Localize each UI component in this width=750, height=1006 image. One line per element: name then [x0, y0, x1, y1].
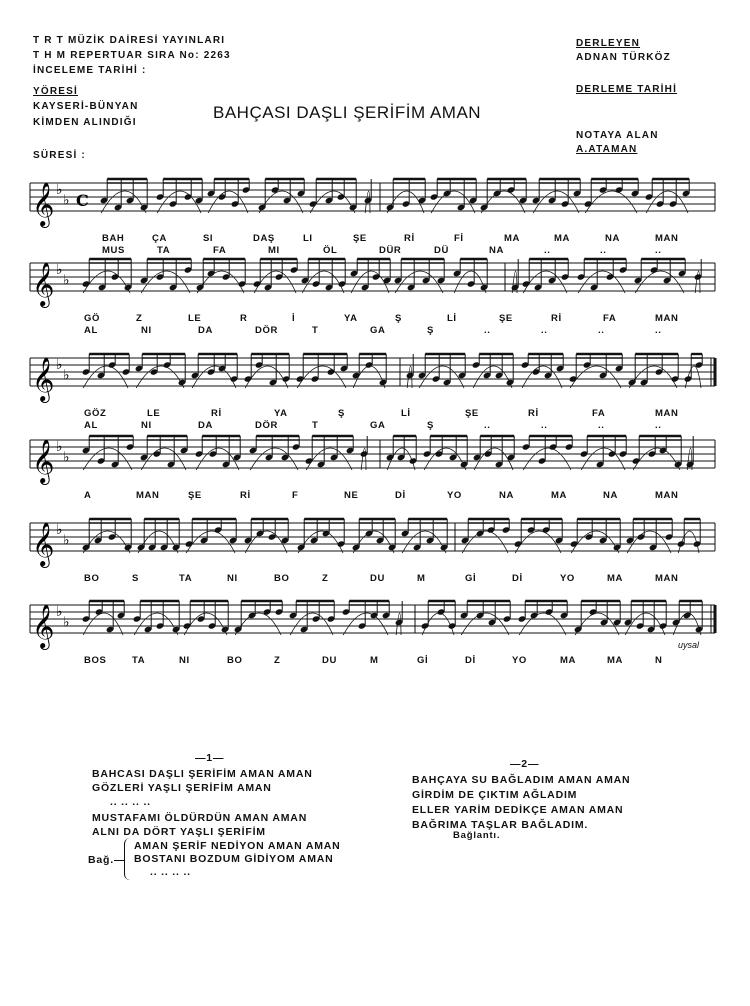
slur [419, 366, 464, 388]
flat-icon: ♭ [63, 272, 70, 289]
region-label: YÖRESİ [33, 86, 78, 97]
staff-system [0, 585, 750, 655]
lyric-syllable: Dİ [395, 490, 406, 501]
flat-icon: ♭ [63, 192, 70, 209]
slur [259, 191, 303, 213]
lyric-syllable: TA [157, 245, 171, 256]
treble-clef-icon: 𝄞 [32, 439, 55, 483]
refrain-line: AMAN ŞERİF NEDİYON AMAN AMAN [134, 840, 341, 852]
lyric-syllable: MAN [136, 490, 160, 501]
slur [298, 531, 343, 553]
slur [519, 613, 566, 635]
slur [461, 613, 509, 635]
lyric-syllable: FA [213, 245, 227, 256]
lyric-syllable: MA [554, 233, 570, 244]
lyric-syllable: LE [147, 408, 161, 419]
lyric-syllable: DÖR [255, 325, 278, 336]
verse-1-number: —1— [195, 752, 225, 764]
flat-icon: ♭ [56, 182, 63, 198]
refrain-line: BOSTANI BOZDUM GİDİYOM AMAN [134, 853, 334, 865]
lyric-syllable: F [292, 490, 299, 501]
lyric-syllable: NI [227, 573, 238, 584]
treble-clef-icon: 𝄞 [32, 522, 55, 566]
flat-icon: ♭ [63, 367, 70, 384]
treble-clef-icon: 𝄞 [32, 604, 55, 648]
lyric-syllable: NA [603, 490, 618, 501]
flat-icon: ♭ [56, 357, 63, 373]
lyric-syllable: Ş [395, 313, 402, 324]
slur [186, 531, 235, 553]
flat-icon: ♭ [56, 604, 63, 620]
lyric-syllable: .. [598, 420, 605, 431]
lyric-syllable: MAN [655, 573, 679, 584]
slur [462, 531, 508, 553]
lyric-syllable: Rİ [404, 233, 415, 244]
slur [523, 271, 567, 293]
source-label: KİMDEN ALINDIĞI [33, 117, 137, 128]
verse-2-line: GİRDİM DE ÇIKTIM AĞLADIM [412, 789, 578, 801]
lyric-syllable: BO [274, 573, 290, 584]
lyric-syllable: NI [179, 655, 190, 666]
lyric-syllable: SI [203, 233, 214, 244]
slur [481, 191, 525, 213]
lyric-syllable: BOS [84, 655, 107, 666]
flat-icon: ♭ [56, 439, 63, 455]
slur [515, 531, 561, 553]
lyric-syllable: ŞE [499, 313, 513, 324]
verse-2-number: —2— [510, 758, 540, 770]
lyric-syllable: ŞE [353, 233, 367, 244]
lyric-syllable: NA [499, 490, 514, 501]
lyric-syllable: AL [84, 325, 98, 336]
lyric-syllable: ÖL [323, 245, 338, 256]
lyric-syllable: YO [512, 655, 527, 666]
slur [353, 366, 385, 388]
lyric-syllable: FA [603, 313, 617, 324]
lyric-syllable: ŞE [188, 490, 202, 501]
lyric-syllable: .. [600, 245, 607, 256]
lyric-syllable: S [132, 573, 139, 584]
lyric-syllable: GÖZ [84, 408, 107, 419]
lyric-syllable: .. [655, 325, 662, 336]
lyric-syllable: T [312, 420, 319, 431]
lyric-syllable: NA [605, 233, 620, 244]
treble-clef-icon: 𝄞 [32, 182, 55, 226]
lyric-syllable: .. [541, 325, 548, 336]
slur [633, 448, 680, 470]
collection-date-label: DERLEME TARİHİ [576, 84, 678, 95]
lyric-syllable: BO [227, 655, 243, 666]
lyric-syllable: LI [303, 233, 313, 244]
slur [141, 448, 186, 470]
lyric-syllable: BAH [102, 233, 125, 244]
common-time-icon: C [76, 191, 89, 210]
lyric-syllable: NE [344, 490, 359, 501]
slur [395, 271, 443, 293]
lyric-syllable: MA [607, 655, 623, 666]
repertoire-number: T H M REPERTUAR SIRA No: 2263 [33, 50, 231, 61]
transcriber-label: NOTAYA ALAN [576, 130, 659, 141]
collector-value: ADNAN TÜRKÖZ [576, 52, 671, 63]
verse-1-line: BAHCASI DAŞLI ŞERİFİM AMAN AMAN [92, 768, 313, 780]
lyric-syllable: Rİ [528, 408, 539, 419]
slur [533, 191, 579, 213]
staff-system [0, 420, 750, 490]
slur [522, 366, 562, 388]
slur [629, 366, 677, 388]
lyric-syllable: FA [592, 408, 606, 419]
flat-icon: ♭ [63, 614, 70, 631]
lyric-syllable: .. [544, 245, 551, 256]
lyric-syllable: N [655, 655, 663, 666]
staff-system [0, 503, 750, 573]
lyric-syllable: M [370, 655, 379, 666]
lyric-syllable: Dİ [465, 655, 476, 666]
slur [157, 191, 201, 213]
slur [208, 191, 248, 213]
slur [627, 531, 671, 553]
verse-1-line: .. .. .. .. [110, 796, 151, 808]
lyric-syllable: Ş [338, 408, 345, 419]
transcriber-value: A.ATAMAN [576, 144, 638, 155]
lyric-syllable: .. [484, 325, 491, 336]
verse-2-line: BAĞRIMA TAŞLAR BAĞLADIM. [412, 819, 589, 831]
verse-1-line: ALNI DA DÖRT YAŞLI ŞERİFİM [92, 826, 266, 838]
lyric-syllable: .. [655, 245, 662, 256]
refrain-note: Bağlantı. [453, 830, 501, 841]
treble-clef-icon: 𝄞 [32, 357, 55, 401]
lyric-syllable: MA [504, 233, 520, 244]
lyric-syllable: Rİ [240, 490, 251, 501]
slur [83, 448, 132, 470]
lyric-syllable: Rİ [211, 408, 222, 419]
lyric-syllable: DAŞ [253, 233, 275, 244]
lyric-syllable: .. [484, 420, 491, 431]
lyric-syllable: MAN [655, 233, 679, 244]
lyric-syllable: MA [551, 490, 567, 501]
lyric-syllable: DU [322, 655, 337, 666]
lyric-syllable: TA [132, 655, 146, 666]
refrain-brace [124, 838, 133, 880]
lyric-syllable: GÖ [84, 313, 100, 324]
lyric-syllable: MAN [655, 490, 679, 501]
region-value: KAYSERİ-BÜNYAN [33, 101, 139, 112]
lyric-syllable: .. [541, 420, 548, 431]
slur [422, 613, 454, 635]
song-title: BAHÇASI DAŞLI ŞERİFİM AMAN [213, 103, 482, 122]
lyric-syllable: R [240, 313, 248, 324]
lyric-syllable: .. [598, 325, 605, 336]
lyric-syllable: YA [274, 408, 288, 419]
slur [134, 613, 178, 635]
lyric-syllable: DA [198, 325, 213, 336]
staff-system [0, 338, 750, 408]
slur [250, 448, 298, 470]
staff-system [0, 243, 750, 313]
lyric-syllable: DÖR [255, 420, 278, 431]
slur [431, 191, 475, 213]
lyric-syllable: Z [274, 655, 281, 666]
lyric-syllable: Lİ [447, 313, 457, 324]
lyric-syllable: .. [655, 420, 662, 431]
slur [83, 531, 130, 553]
slur [635, 271, 684, 293]
duration-label: SÜRESİ : [33, 150, 86, 161]
slur [578, 271, 625, 293]
slur [571, 531, 619, 553]
slur [575, 613, 619, 635]
slur [83, 366, 128, 388]
slur [297, 366, 346, 388]
refrain-line: .. .. .. .. [150, 866, 191, 878]
verse-1-line: GÖZLERİ YAŞLI ŞERİFİM AMAN [92, 782, 272, 794]
lyric-syllable: Gİ [465, 573, 477, 584]
slur [101, 191, 146, 213]
lyric-syllable: Ş [427, 325, 434, 336]
lyric-syllable: T [312, 325, 319, 336]
refrain-label: Bağ.— [88, 854, 126, 866]
verse-2-line: ELLER YARİM DEDİKÇE AMAN AMAN [412, 804, 624, 816]
lyric-syllable: A [84, 490, 92, 501]
slur [585, 191, 637, 213]
signature: uysal [678, 640, 700, 650]
lyric-syllable: YO [447, 490, 462, 501]
slur [197, 271, 244, 293]
lyric-syllable: YO [560, 573, 575, 584]
lyric-syllable: NI [141, 325, 152, 336]
lyric-syllable: GA [370, 325, 386, 336]
verse-1-line: MUSTAFAMI ÖLDÜRDÜN AMAN AMAN [92, 812, 308, 824]
verse-2-line: BAHÇAYA SU BAĞLADIM AMAN AMAN [412, 774, 631, 786]
slur [136, 366, 184, 388]
lyric-syllable: NI [141, 420, 152, 431]
slur [290, 613, 333, 635]
slur [523, 448, 571, 470]
lyric-syllable: MA [560, 655, 576, 666]
slur [83, 271, 130, 293]
lyric-syllable: Dİ [512, 573, 523, 584]
slur [570, 366, 621, 388]
lyric-syllable: Fİ [454, 233, 464, 244]
slur [235, 613, 281, 635]
slur [473, 366, 512, 388]
treble-clef-icon: 𝄞 [32, 262, 55, 306]
lyric-syllable: TA [179, 573, 193, 584]
lyric-syllable: Lİ [401, 408, 411, 419]
slur [695, 271, 700, 293]
flat-icon: ♭ [56, 262, 63, 278]
lyric-syllable: LE [188, 313, 202, 324]
flat-icon: ♭ [63, 449, 70, 466]
collector-label: DERLEYEN [576, 38, 641, 49]
review-date-label: İNCELEME TARİHİ : [33, 65, 147, 76]
lyric-syllable: DÜR [379, 245, 402, 256]
staff-system [0, 163, 750, 233]
lyric-syllable: Z [136, 313, 143, 324]
lyric-syllable: Z [322, 573, 329, 584]
slur [361, 448, 366, 470]
lyric-syllable: Rİ [551, 313, 562, 324]
lyric-syllable: NA [489, 245, 504, 256]
lyric-syllable: İ [292, 313, 296, 324]
slur [402, 531, 446, 553]
lyric-syllable: MUS [102, 245, 125, 256]
lyric-syllable: ŞE [465, 408, 479, 419]
lyric-syllable: GA [370, 420, 386, 431]
lyric-syllable: Ş [427, 420, 434, 431]
lyric-syllable: MAN [655, 408, 679, 419]
lyric-syllable: ÇA [152, 233, 167, 244]
lyric-syllable: MI [268, 245, 280, 256]
slur [306, 448, 352, 470]
lyric-syllable: AL [84, 420, 98, 431]
lyric-syllable: MAN [655, 313, 679, 324]
lyric-syllable: DÜ [434, 245, 449, 256]
lyric-syllable: MA [607, 573, 623, 584]
lyric-syllable: M [417, 573, 426, 584]
lyric-syllable: YA [344, 313, 358, 324]
lyric-syllable: BO [84, 573, 100, 584]
flat-icon: ♭ [63, 532, 70, 549]
flat-icon: ♭ [56, 522, 63, 538]
publisher-line: T R T MÜZİK DAİRESİ YAYINLARI [33, 35, 226, 46]
lyric-syllable: DU [370, 573, 385, 584]
lyric-syllable: Gİ [417, 655, 429, 666]
slur [141, 271, 190, 293]
lyric-syllable: DA [198, 420, 213, 431]
